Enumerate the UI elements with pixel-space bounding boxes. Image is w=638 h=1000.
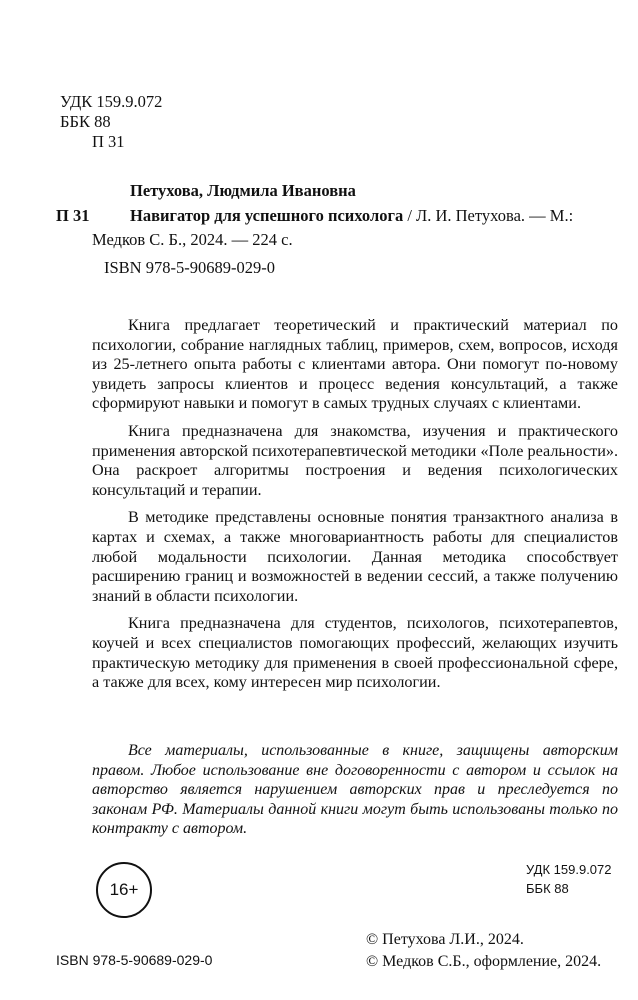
annotation-paragraph-1: Книга предлагает теоретический и практический материал по психологии, собрание наглядных таблиц, примеров, схем, вопросов, исходя из 25-летнего опыта работы с клиентами автора. Они помогут по-новому увидеть запросы клиентов и процесс ведения консультаций, а также сформируют навыки и помогут в самых трудных случаях с клиентами. xyxy=(92,316,618,413)
bottom-udk: УДК 159.9.072 xyxy=(526,862,612,877)
copyright-publisher: © Медков С.Б., оформление, 2024. xyxy=(366,953,602,970)
record-imprint-1: / Л. И. Петухова. — М.: xyxy=(403,206,574,225)
record-title: Навигатор для успешного психолога xyxy=(130,206,404,225)
annotation-paragraph-4: Книга предназначена для студентов, психологов, психотерапевтов, коучей и всех специалистов помогающих профессий, желающих изучить практическую методику для применения в своей профессиональной сфере, а также для всех, кому интересен мир психологии. xyxy=(92,614,618,692)
annotation-paragraph-2: Книга предназначена для знакомства, изучения и практического применения авторской психотерапевтической методики «Поле реальности». Она раскроет алгоритмы построения и ведения психологических консультаций и терапии. xyxy=(92,421,618,499)
record-mark: П 31 xyxy=(56,206,90,225)
footer-isbn: ISBN 978-5-90689-029-0 xyxy=(56,952,213,968)
age-rating-text: 16+ xyxy=(109,880,139,899)
record-title-line xyxy=(130,206,573,226)
copyright-notice: Все материалы, использованные в книге, защищены авторским правом. Любое использование вне договоренности с автором и ссылок на авторство является нарушением авторских прав и преследуется по законам РФ. Материалы данной книги могут быть использованы только по контракту с автором. xyxy=(92,742,618,838)
copyright-author: © Петухова Л.И., 2024. xyxy=(366,931,524,948)
bbk-code: ББК 88 xyxy=(60,112,111,131)
age-rating-badge xyxy=(96,862,152,918)
udk-code: УДК 159.9.072 xyxy=(60,92,163,111)
author-mark: П 31 xyxy=(92,132,125,151)
annotation xyxy=(92,316,618,701)
record-imprint-2: Медков С. Б., 2024. — 224 с. xyxy=(92,230,293,249)
record-isbn: ISBN 978-5-90689-029-0 xyxy=(104,258,275,277)
annotation-paragraph-3: В методике представлены основные понятия транзактного анализа в картах и схемах, а также многовариантность работы для специалистов любой модальности психологии. Данная методика способствует расширению границ и возможностей в ведении сессий, а также получению знаний в области психологии. xyxy=(92,508,618,605)
bottom-bbk: ББК 88 xyxy=(526,881,569,896)
record-author: Петухова, Людмила Ивановна xyxy=(130,181,356,200)
